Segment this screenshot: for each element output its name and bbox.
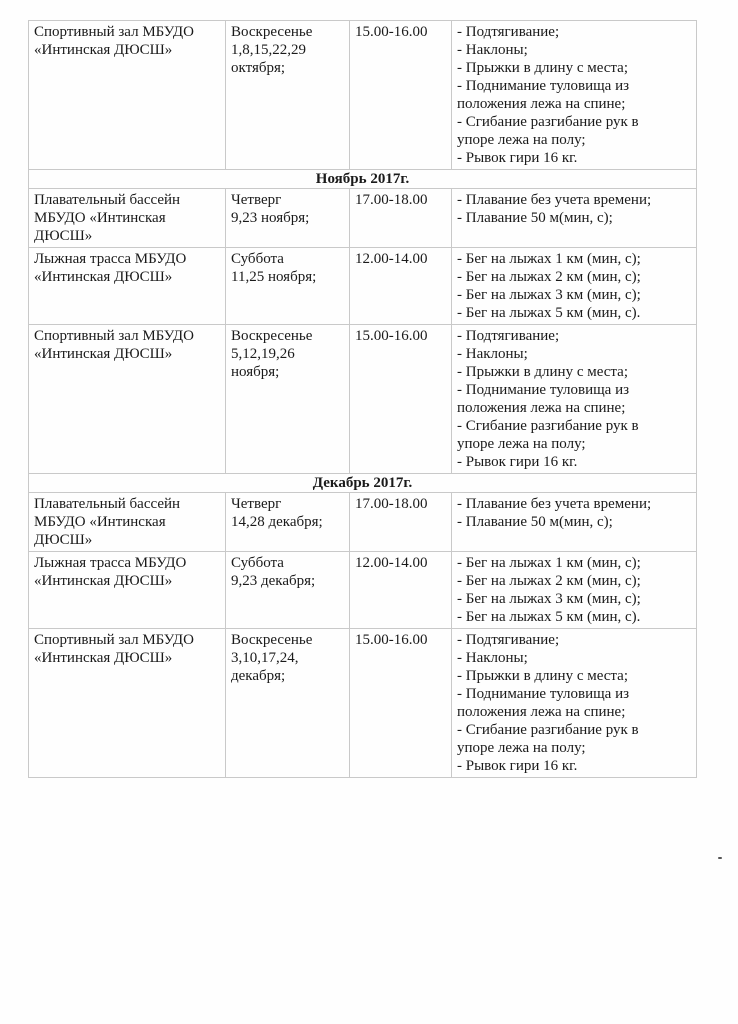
- venue-cell: [29, 21, 226, 170]
- month-header-row: [29, 474, 697, 493]
- venue-cell: [29, 493, 226, 552]
- table-row: [29, 189, 697, 248]
- date-line: 5,12,19,26: [231, 346, 295, 362]
- date-line: октября;: [231, 60, 286, 76]
- exercise-line: - Плавание без учета времени;: [457, 496, 652, 512]
- exercises-cell: [452, 493, 697, 552]
- date-line: Воскресенье: [231, 632, 313, 648]
- exercise-line: - Подтягивание;: [457, 632, 560, 648]
- venue-line: Лыжная трасса МБУДО: [34, 251, 187, 267]
- exercise-line: - Поднимание туловища из: [457, 686, 630, 702]
- venue-line: «Интинская ДЮСШ»: [34, 573, 173, 589]
- exercises-cell: [452, 325, 697, 474]
- exercise-line: - Подтягивание;: [457, 328, 560, 344]
- time-cell: 17.00-18.00: [350, 189, 452, 248]
- month-header-row: [29, 170, 697, 189]
- venue-line: «Интинская ДЮСШ»: [34, 269, 173, 285]
- exercise-line: положения лежа на спине;: [457, 96, 626, 112]
- table-row: [29, 248, 697, 325]
- date-cell: [226, 325, 350, 474]
- time-cell: 17.00-18.00: [350, 493, 452, 552]
- exercise-line: упоре лежа на полу;: [457, 436, 586, 452]
- venue-cell: [29, 189, 226, 248]
- exercise-line: - Бег на лыжах 3 км (мин, с);: [457, 591, 641, 607]
- date-line: 9,23 декабря;: [231, 573, 316, 589]
- table-row: [29, 493, 697, 552]
- exercise-line: - Рывок гири 16 кг.: [457, 150, 578, 166]
- time-cell: 15.00-16.00: [350, 21, 452, 170]
- venue-line: Спортивный зал МБУДО: [34, 24, 194, 40]
- date-line: декабря;: [231, 668, 286, 684]
- exercise-line: - Поднимание туловища из: [457, 382, 630, 398]
- time-cell: 12.00-14.00: [350, 552, 452, 629]
- exercise-line: - Бег на лыжах 1 км (мин, с);: [457, 251, 641, 267]
- exercise-line: - Бег на лыжах 5 км (мин, с).: [457, 609, 641, 625]
- time-cell: 12.00-14.00: [350, 248, 452, 325]
- exercise-line: положения лежа на спине;: [457, 704, 626, 720]
- month-header: Декабрь 2017г.: [29, 474, 697, 493]
- exercise-line: - Плавание без учета времени;: [457, 192, 652, 208]
- exercise-line: - Сгибание разгибание рук в: [457, 114, 639, 130]
- exercise-line: - Плавание 50 м(мин, с);: [457, 210, 613, 226]
- date-line: Четверг: [231, 192, 282, 208]
- date-cell: [226, 552, 350, 629]
- exercise-line: - Сгибание разгибание рук в: [457, 418, 639, 434]
- exercise-line: - Наклоны;: [457, 346, 528, 362]
- date-line: 11,25 ноября;: [231, 269, 317, 285]
- date-line: Четверг: [231, 496, 282, 512]
- date-line: 1,8,15,22,29: [231, 42, 306, 58]
- venue-cell: [29, 325, 226, 474]
- date-cell: [226, 21, 350, 170]
- exercises-cell: [452, 189, 697, 248]
- exercise-line: - Рывок гири 16 кг.: [457, 758, 578, 774]
- exercise-line: - Бег на лыжах 5 км (мин, с).: [457, 305, 641, 321]
- venue-cell: [29, 248, 226, 325]
- exercises-cell: [452, 629, 697, 778]
- date-line: ноября;: [231, 364, 280, 380]
- exercise-line: - Прыжки в длину с места;: [457, 668, 628, 684]
- venue-line: Спортивный зал МБУДО: [34, 328, 194, 344]
- exercise-line: - Подтягивание;: [457, 24, 560, 40]
- exercise-line: положения лежа на спине;: [457, 400, 626, 416]
- date-cell: [226, 248, 350, 325]
- table-row: [29, 21, 697, 170]
- scan-speck: [718, 857, 722, 859]
- venue-line: Спортивный зал МБУДО: [34, 632, 194, 648]
- exercise-line: - Бег на лыжах 1 км (мин, с);: [457, 555, 641, 571]
- date-line: Воскресенье: [231, 24, 313, 40]
- venue-line: ДЮСШ»: [34, 228, 93, 244]
- date-cell: [226, 493, 350, 552]
- exercise-line: - Рывок гири 16 кг.: [457, 454, 578, 470]
- exercise-line: - Поднимание туловища из: [457, 78, 630, 94]
- venue-cell: [29, 629, 226, 778]
- time-cell: 15.00-16.00: [350, 325, 452, 474]
- schedule-body: [29, 21, 697, 778]
- venue-line: Плавательный бассейн: [34, 192, 181, 208]
- time-cell: 15.00-16.00: [350, 629, 452, 778]
- date-cell: [226, 189, 350, 248]
- exercise-line: упоре лежа на полу;: [457, 740, 586, 756]
- venue-line: МБУДО «Интинская: [34, 210, 166, 226]
- exercise-line: - Наклоны;: [457, 650, 528, 666]
- venue-cell: [29, 552, 226, 629]
- exercise-line: - Прыжки в длину с места;: [457, 364, 628, 380]
- venue-line: «Интинская ДЮСШ»: [34, 650, 173, 666]
- exercise-line: - Сгибание разгибание рук в: [457, 722, 639, 738]
- date-line: Суббота: [231, 251, 284, 267]
- date-line: 9,23 ноября;: [231, 210, 310, 226]
- exercise-line: - Бег на лыжах 2 км (мин, с);: [457, 573, 641, 589]
- exercise-line: - Бег на лыжах 2 км (мин, с);: [457, 269, 641, 285]
- venue-line: МБУДО «Интинская: [34, 514, 166, 530]
- date-line: 14,28 декабря;: [231, 514, 323, 530]
- exercise-line: - Наклоны;: [457, 42, 528, 58]
- table-row: [29, 552, 697, 629]
- table-row: [29, 325, 697, 474]
- venue-line: «Интинская ДЮСШ»: [34, 42, 173, 58]
- date-line: Воскресенье: [231, 328, 313, 344]
- exercise-line: - Прыжки в длину с места;: [457, 60, 628, 76]
- exercises-cell: [452, 21, 697, 170]
- date-line: Суббота: [231, 555, 284, 571]
- date-line: 3,10,17,24,: [231, 650, 299, 666]
- exercises-cell: [452, 248, 697, 325]
- table-row: [29, 629, 697, 778]
- exercise-line: - Плавание 50 м(мин, с);: [457, 514, 613, 530]
- venue-line: Лыжная трасса МБУДО: [34, 555, 187, 571]
- exercises-cell: [452, 552, 697, 629]
- exercise-line: упоре лежа на полу;: [457, 132, 586, 148]
- venue-line: ДЮСШ»: [34, 532, 93, 548]
- exercise-line: - Бег на лыжах 3 км (мин, с);: [457, 287, 641, 303]
- venue-line: Плавательный бассейн: [34, 496, 181, 512]
- date-cell: [226, 629, 350, 778]
- venue-line: «Интинская ДЮСШ»: [34, 346, 173, 362]
- month-header: Ноябрь 2017г.: [29, 170, 697, 189]
- schedule-table: [28, 20, 697, 778]
